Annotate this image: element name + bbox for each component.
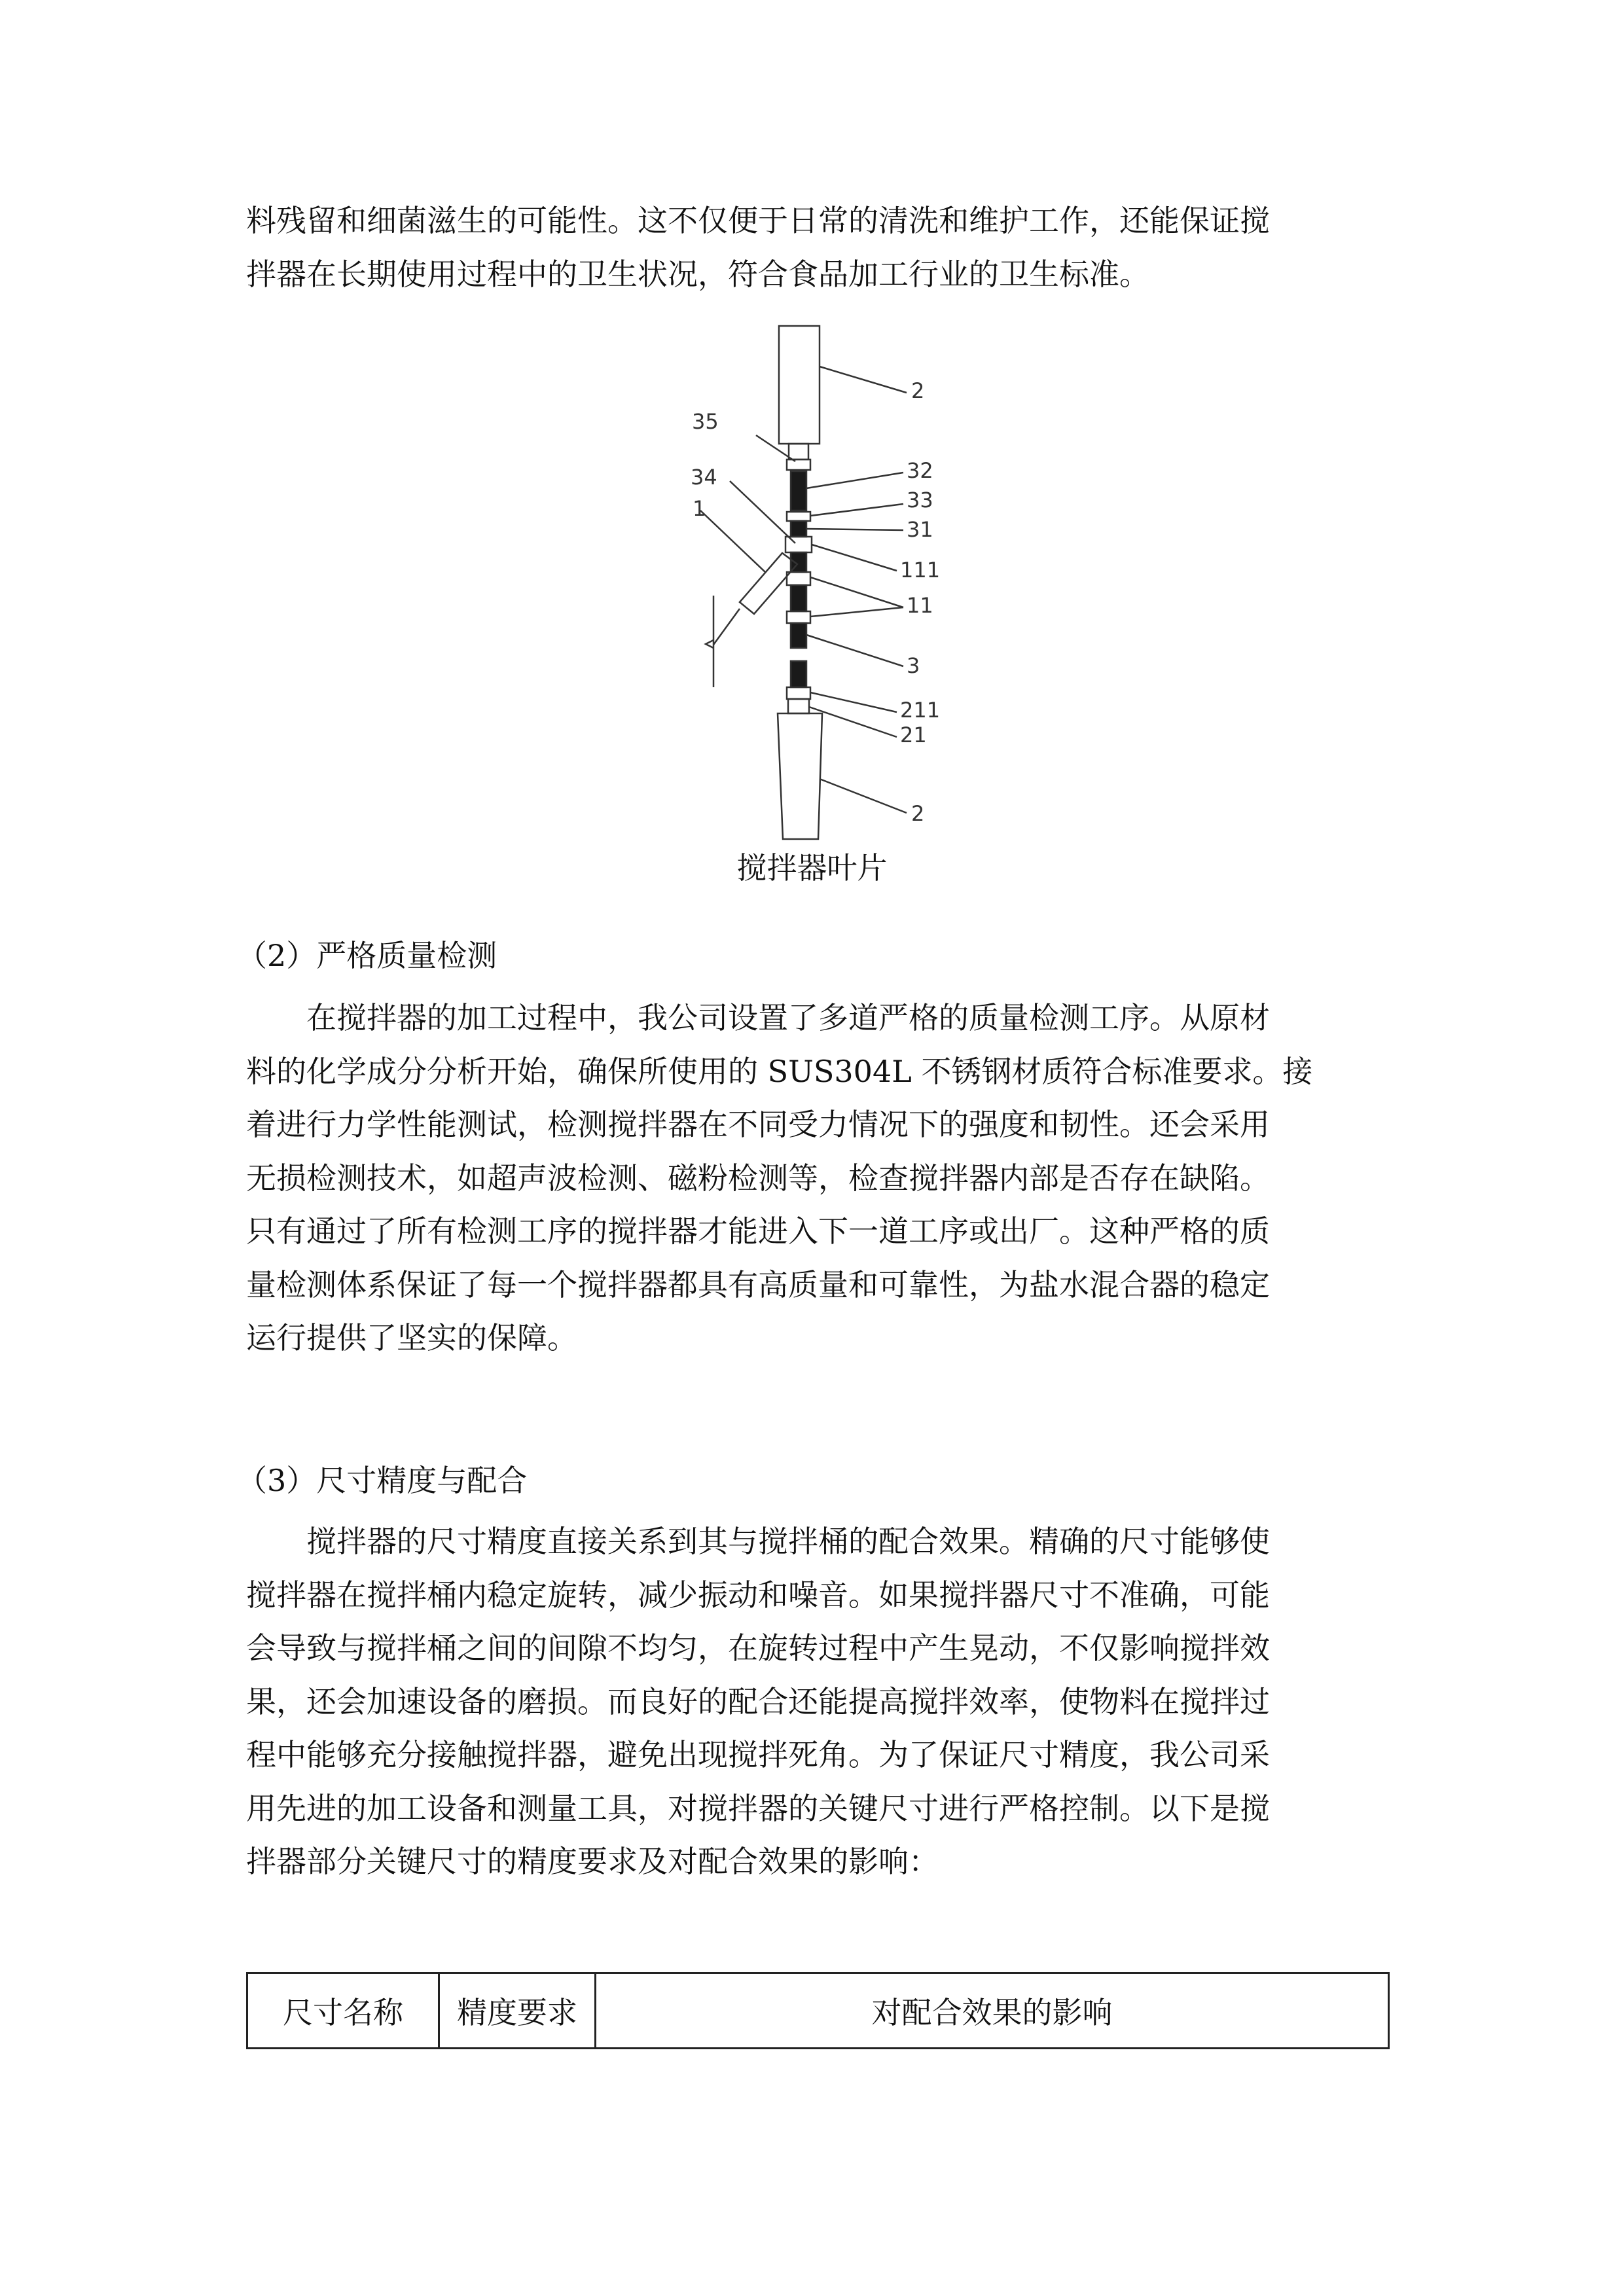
text-line: 程中能够充分接触搅拌器，避免出现搅拌死角。为了保证尺寸精度，我公司采 — [246, 1737, 1270, 1772]
leader-11b — [810, 607, 903, 617]
table-header-row — [247, 1973, 1389, 2049]
label-211: 211 — [900, 698, 941, 723]
section-2-heading: （2）严格质量检测 — [237, 938, 497, 973]
text-line: 拌器部分关键尺寸的精度要求及对配合效果的影响： — [246, 1844, 939, 1879]
washer-11a — [787, 572, 810, 585]
text-line: 料的化学成分分析开始，确保所使用的 SUS304L 不锈钢材质符合标准要求。接 — [246, 1053, 1313, 1089]
support-arm — [740, 553, 797, 614]
text-line: 在搅拌器的加工过程中，我公司设置了多道严格的质量检测工序。从原材 — [306, 1000, 1270, 1035]
text-line: 会导致与搅拌桶之间的间隙不均匀，在旋转过程中产生晃动，不仅影响搅拌效 — [246, 1630, 1270, 1666]
text-line: 搅拌器的尺寸精度直接关系到其与搅拌桶的配合效果。精确的尺寸能够使 — [306, 1524, 1270, 1559]
washer-11b — [787, 611, 810, 623]
washer-33 — [787, 512, 810, 521]
text-line: 果，还会加速设备的磨损。而良好的配合还能提高搅拌效率，使物料在搅拌过 — [246, 1683, 1270, 1719]
section-2-paragraph — [246, 992, 1388, 1365]
text-line: 料残留和细菌滋生的可能性。这不仅便于日常的清洗和维护工作，还能保证搅 — [246, 203, 1270, 238]
leader-3 — [806, 635, 903, 666]
washer-35 — [787, 459, 810, 470]
leader-32 — [806, 473, 903, 488]
leader-11a — [810, 577, 903, 607]
label-111: 111 — [900, 558, 941, 583]
text-line: 搅拌器在搅拌桶内稳定旋转，减少振动和噪音。如果搅拌器尺寸不准确，可能 — [246, 1577, 1270, 1613]
bottom-blade — [778, 713, 822, 839]
label-2-top: 2 — [911, 378, 925, 403]
top-connector — [789, 444, 808, 459]
section-3-heading: （3）尺寸精度与配合 — [237, 1463, 528, 1498]
leader-211 — [810, 692, 897, 712]
leader-31 — [806, 529, 903, 530]
label-32: 32 — [907, 458, 933, 483]
top-blade — [779, 326, 820, 444]
text-line: 拌器在长期使用过程中的卫生状况，符合食品加工行业的卫生标准。 — [246, 256, 1149, 292]
leader-2-bottom — [820, 779, 907, 813]
text-line: 运行提供了坚实的保障。 — [246, 1320, 577, 1355]
hub-111 — [785, 537, 812, 552]
break-mark — [706, 640, 713, 648]
leader-33 — [810, 504, 903, 516]
label-2-bottom: 2 — [911, 801, 925, 826]
section-3-paragraph — [246, 1515, 1388, 1889]
label-3: 3 — [907, 653, 920, 678]
column-header-fit-effect: 对配合效果的影响 — [596, 1973, 1389, 2049]
washer-211 — [787, 687, 810, 699]
text-line: 无损检测技术，如超声波检测、磁粉检测等，检查搅拌器内部是否存在缺陷。 — [246, 1160, 1270, 1196]
text-line: 用先进的加工设备和测量工具，对搅拌器的关键尺寸进行严格控制。以下是搅 — [246, 1790, 1270, 1826]
text-line: 只有通过了所有检测工序的搅拌器才能进入下一道工序或出厂。这种严格的质 — [246, 1213, 1270, 1249]
shaft-segment-lower — [791, 661, 806, 687]
label-1: 1 — [693, 496, 706, 521]
text-line: 量检测体系保证了每一个搅拌器都具有高质量和可靠性，为盐水混合器的稳定 — [246, 1266, 1270, 1302]
label-11: 11 — [907, 593, 933, 618]
frame-brace — [713, 609, 740, 645]
shaft-segment-11 — [791, 585, 806, 611]
intro-paragraph — [246, 194, 1388, 301]
column-header-dimension-name: 尺寸名称 — [247, 1973, 439, 2049]
leader-1 — [700, 511, 766, 573]
leader-111 — [812, 545, 897, 571]
shaft-segment-upper — [791, 471, 806, 511]
label-34: 34 — [691, 465, 717, 490]
shaft-segment-3 — [791, 623, 806, 648]
text-line: 着进行力学性能测试，检测搅拌器在不同受力情况下的强度和韧性。还会采用 — [246, 1107, 1270, 1142]
leader-34 — [730, 481, 795, 543]
agitator-blade-diagram — [668, 321, 1008, 844]
leader-2-top — [820, 367, 907, 393]
dimension-precision-table — [246, 1972, 1390, 2049]
connector-21 — [788, 699, 809, 713]
figure-caption: 搅拌器叶片 — [736, 850, 888, 886]
label-31: 31 — [907, 517, 933, 542]
column-header-precision: 精度要求 — [439, 1973, 596, 2049]
label-33: 33 — [907, 488, 933, 512]
label-35: 35 — [692, 409, 719, 434]
shaft-segment-31 — [791, 521, 806, 537]
label-21: 21 — [900, 723, 927, 747]
